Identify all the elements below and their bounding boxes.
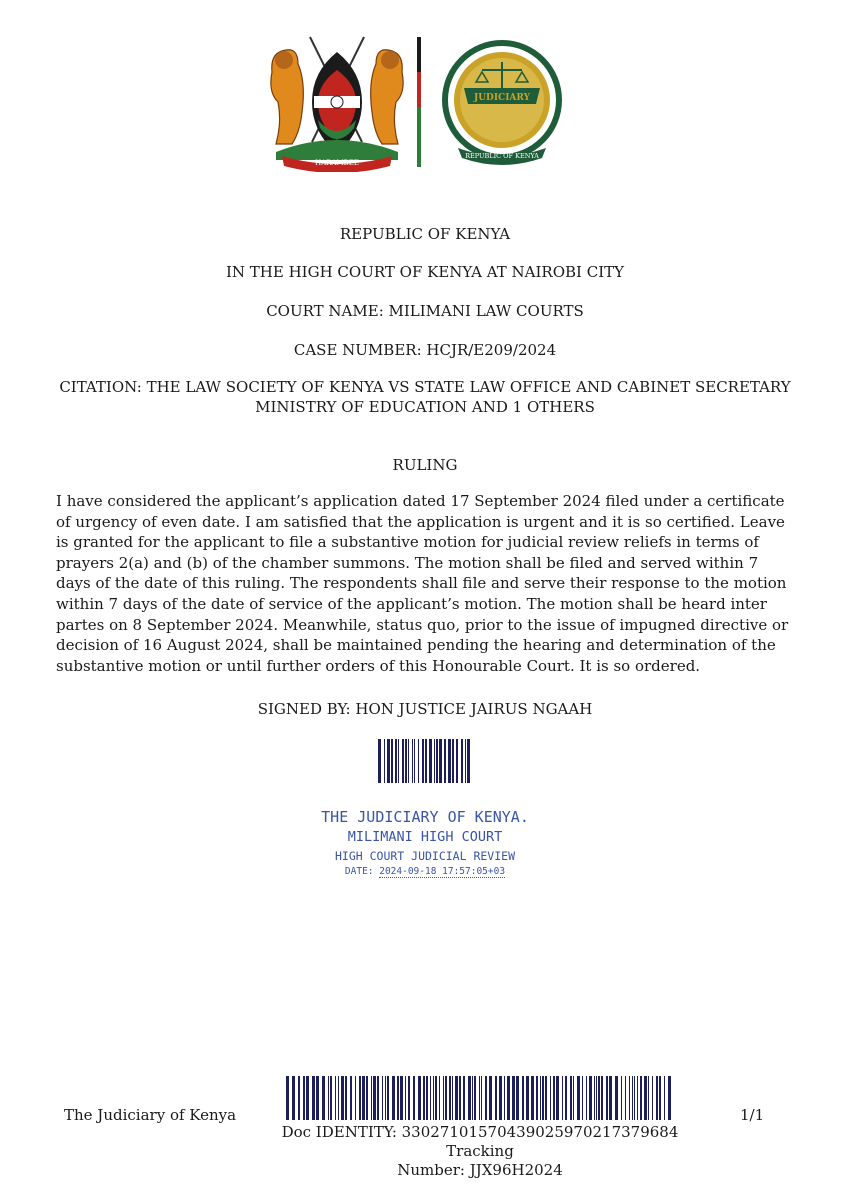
- barcode-bar: [402, 739, 404, 783]
- court-name: COURT NAME: MILIMANI LAW COURTS: [266, 302, 584, 320]
- barcode-bar: [312, 1076, 315, 1120]
- doc-identity-line-1: Doc IDENTITY: 33027101570439025970217379684 Tracking: [281, 1123, 679, 1160]
- barcode-bar: [439, 739, 442, 783]
- barcode-bar: [467, 739, 470, 783]
- stamp-line-2: MILIMANI HIGH COURT: [347, 829, 503, 845]
- doc-identity: [250, 1123, 710, 1180]
- barcode-bar: [405, 1076, 406, 1120]
- barcode-bar: [586, 1076, 587, 1120]
- signed-by: SIGNED BY: HON JUSTICE JAIRUS NGAAH: [257, 700, 593, 718]
- seal-bottom-text: REPUBLIC OF KENYA: [465, 152, 539, 160]
- barcode-bar: [397, 1076, 399, 1120]
- barcode-bar: [472, 1076, 473, 1120]
- barcode-bar: [443, 1076, 444, 1120]
- barcode-bar: [540, 1076, 541, 1120]
- barcode-bar: [656, 1076, 658, 1120]
- citation: [40, 377, 810, 417]
- barcode-bar: [387, 739, 390, 783]
- barcode-bar: [550, 1076, 551, 1120]
- footer-organization: The Judiciary of Kenya: [64, 1106, 237, 1124]
- barcode-bar: [408, 739, 409, 783]
- barcode-bar: [373, 1076, 376, 1120]
- barcode-bar: [412, 739, 413, 783]
- barcode-bar: [449, 1076, 451, 1120]
- barcode-bar: [306, 1076, 309, 1120]
- barcode-bar: [531, 1076, 534, 1120]
- page-number: 1/1: [740, 1106, 765, 1124]
- barcode-bar: [594, 1076, 595, 1120]
- barcode-bar: [577, 1076, 580, 1120]
- barcode-bar: [461, 739, 463, 783]
- barcode-bar: [355, 1076, 356, 1120]
- barcode-bar: [463, 1076, 465, 1120]
- motto-text: HARAMBEE: [314, 159, 360, 167]
- barcode-bar: [335, 1076, 336, 1120]
- stamp-date-label: DATE:: [344, 866, 380, 877]
- barcode-bar: [489, 1076, 492, 1120]
- barcode-bar: [542, 1076, 544, 1120]
- barcode-bar: [634, 1076, 635, 1120]
- barcode-bar: [316, 1076, 319, 1120]
- court-emblems: [262, 32, 572, 172]
- barcode-bar: [589, 1076, 592, 1120]
- republic-heading: REPUBLIC OF KENYA: [339, 225, 511, 243]
- barcode-bar: [499, 1076, 502, 1120]
- barcode-bar: [621, 1076, 622, 1120]
- barcode-bar: [382, 1076, 383, 1120]
- barcode-bar: [418, 739, 419, 783]
- document-barcode: [286, 1076, 674, 1120]
- ruling-body: I have considered the applicant’s application dated 17 September 2024 filed under a certificate of urgency of even date. I am satisfied that the application is urgent and it is so certified. Leave is granted for the applicant to file a substantive motion for judicial review reliefs in terms of prayers 2(a) and (b) of the chamber summons. The motion shall be filed and served within 7 days of the date of this ruling. The respondents shall file and serve their response to the motion within 7 days of the date of service of the applicant’s motion. The motion shall be heard inter partes on 8 September 2024. Meanwhile, status quo, prior to the issue of impugned directive or decision of 16 August 2024, shall be maintained pending the hearing and determination of the substantive motion or until further orders of this Honourable Court. It is so ordered.: [56, 492, 789, 675]
- barcode-bar: [395, 739, 397, 783]
- stamp-line-1: THE JUDICIARY OF KENYA.: [321, 808, 529, 826]
- barcode-bar: [526, 1076, 529, 1120]
- barcode-bar: [345, 1076, 347, 1120]
- barcode-bar: [582, 1076, 583, 1120]
- ruling-title: RULING: [392, 456, 458, 474]
- barcode-bar: [652, 1076, 653, 1120]
- barcode-bar: [459, 1076, 461, 1120]
- barcode-bar: [637, 1076, 638, 1120]
- barcode-bar: [426, 1076, 428, 1120]
- case-number: CASE NUMBER: HCJR/E209/2024: [293, 341, 557, 359]
- barcode-bar: [286, 1076, 289, 1120]
- barcode-bar: [562, 1076, 563, 1120]
- barcode-bar: [452, 739, 454, 783]
- barcode-bar: [625, 1076, 626, 1120]
- barcode-bar: [629, 1076, 630, 1120]
- barcode-bar: [606, 1076, 608, 1120]
- barcode-bar: [553, 1076, 555, 1120]
- doc-identity-line-2: Number: JJX96H2024: [397, 1161, 563, 1179]
- barcode-bar: [504, 1076, 505, 1120]
- barcode-bar: [468, 1076, 471, 1120]
- barcode-bar: [378, 739, 381, 783]
- barcode-bar: [448, 739, 451, 783]
- barcode-bar: [338, 1076, 339, 1120]
- barcode-bar: [556, 1076, 559, 1120]
- barcode-bar: [455, 1076, 458, 1120]
- flag-divider: [417, 37, 421, 167]
- barcode-bar: [436, 739, 438, 783]
- barcode-bar: [398, 739, 399, 783]
- barcode-bar: [371, 1076, 372, 1120]
- barcode-bar: [479, 1076, 480, 1120]
- barcode-bar: [330, 1076, 332, 1120]
- barcode-bar: [392, 1076, 395, 1120]
- barcode-bar: [400, 1076, 403, 1120]
- barcode-bar: [384, 739, 385, 783]
- barcode-bar: [435, 1076, 437, 1120]
- barcode-bar: [385, 1076, 386, 1120]
- signature-barcode: [378, 739, 470, 783]
- barcode-bar: [422, 739, 424, 783]
- barcode-bar: [545, 1076, 547, 1120]
- barcode-bar: [444, 739, 446, 783]
- barcode-bar: [418, 1076, 421, 1120]
- barcode-bar: [433, 1076, 434, 1120]
- barcode-bar: [445, 1076, 447, 1120]
- barcode-bar: [408, 1076, 410, 1120]
- seal-top-text: JUDICIARY: [473, 93, 531, 103]
- barcode-bar: [516, 1076, 519, 1120]
- emblems-graphic: [262, 32, 572, 172]
- barcode-bar: [573, 1076, 574, 1120]
- barcode-bar: [596, 1076, 597, 1120]
- barcode-bar: [292, 1076, 295, 1120]
- barcode-bar: [328, 1076, 329, 1120]
- barcode-bar: [387, 1076, 389, 1120]
- barcode-bar: [377, 1076, 379, 1120]
- barcode-bar: [425, 739, 427, 783]
- barcode-bar: [430, 1076, 431, 1120]
- barcode-bar: [465, 739, 466, 783]
- barcode-bar: [350, 1076, 352, 1120]
- barcode-bar: [507, 1076, 510, 1120]
- barcode-bar: [456, 739, 458, 783]
- stamp-date: [200, 866, 650, 877]
- barcode-bar: [495, 1076, 497, 1120]
- citation-line-2: MINISTRY OF EDUCATION AND 1 OTHERS: [255, 398, 595, 416]
- barcode-bar: [632, 1076, 633, 1120]
- barcode-bar: [429, 739, 432, 783]
- barcode-bar: [648, 1076, 649, 1120]
- barcode-bar: [659, 1076, 661, 1120]
- barcode-bar: [565, 1076, 567, 1120]
- barcode-bar: [640, 1076, 642, 1120]
- barcode-bar: [362, 1076, 365, 1120]
- barcode-bar: [341, 1076, 344, 1120]
- barcode-bar: [609, 1076, 612, 1120]
- citation-line-1: CITATION: THE LAW SOCIETY OF KENYA VS STATE LAW OFFICE AND CABINET SECRETARY: [59, 378, 791, 396]
- barcode-bar: [405, 739, 407, 783]
- barcode-bar: [359, 1076, 361, 1120]
- barcode-bar: [434, 739, 435, 783]
- barcode-bar: [414, 739, 415, 783]
- barcode-bar: [512, 1076, 515, 1120]
- barcode-bar: [668, 1076, 671, 1120]
- barcode-bar: [522, 1076, 524, 1120]
- barcode-bar: [452, 1076, 453, 1120]
- court-heading: IN THE HIGH COURT OF KENYA AT NAIROBI CITY: [225, 263, 625, 281]
- barcode-bar: [303, 1076, 305, 1120]
- barcode-bar: [413, 1076, 415, 1120]
- barcode-bar: [481, 1076, 482, 1120]
- barcode-bar: [391, 739, 393, 783]
- barcode-bar: [423, 1076, 425, 1120]
- barcode-bar: [570, 1076, 572, 1120]
- stamp-date-value: 2024-09-18 17:57:05+03: [379, 866, 506, 877]
- stamp-line-3: HIGH COURT JUDICIAL REVIEW: [334, 849, 515, 863]
- barcode-bar: [644, 1076, 647, 1120]
- barcode-bar: [439, 1076, 440, 1120]
- barcode-bar: [474, 1076, 476, 1120]
- coat-of-arms-icon: [271, 37, 403, 172]
- barcode-bar: [322, 1076, 325, 1120]
- barcode-bar: [298, 1076, 300, 1120]
- barcode-bar: [366, 1076, 368, 1120]
- barcode-bar: [485, 1076, 487, 1120]
- barcode-bar: [598, 1076, 600, 1120]
- barcode-bar: [615, 1076, 618, 1120]
- barcode-bar: [664, 1076, 665, 1120]
- barcode-bar: [536, 1076, 538, 1120]
- barcode-bar: [601, 1076, 603, 1120]
